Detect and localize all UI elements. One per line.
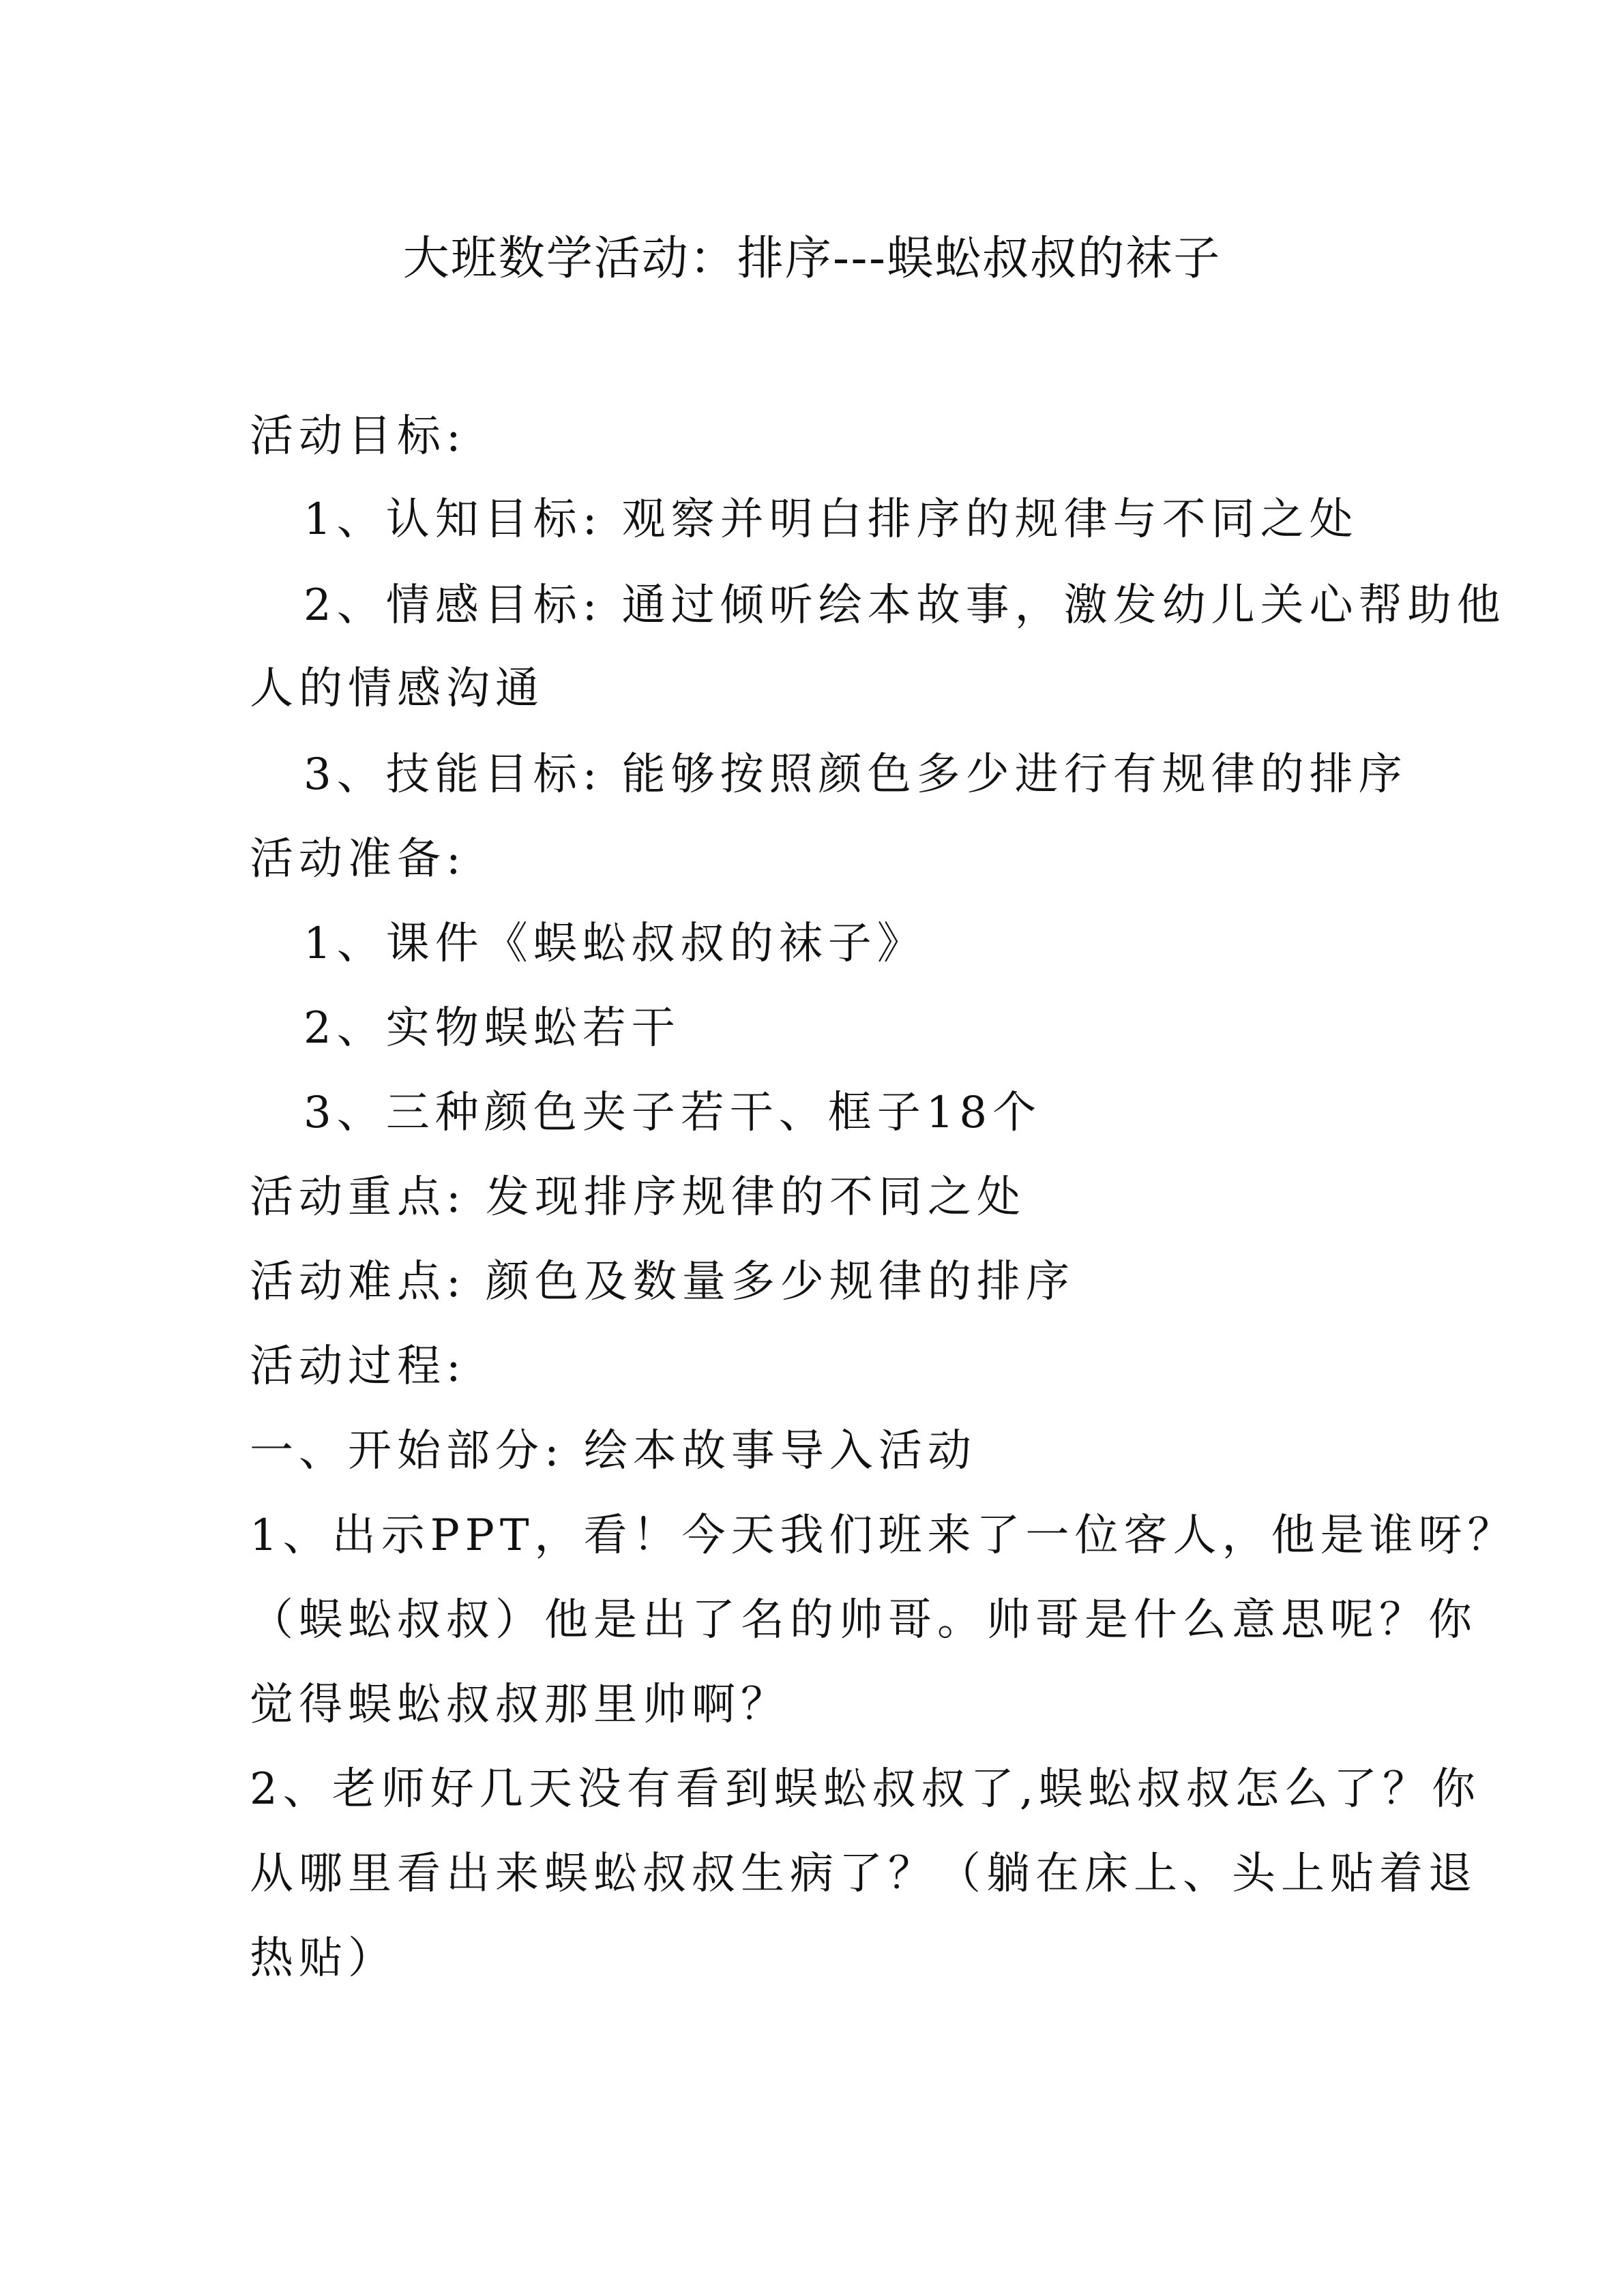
activity-focus: 活动重点: 发现排序规律的不同之处 — [250, 1172, 1026, 1223]
section-heading-goals: 活动目标: — [250, 411, 467, 462]
process-step-2-cont: 热贴） — [250, 1933, 397, 1984]
goal-item-skill: 3、技能目标: 能够按照颜色多少进行有规律的排序 — [304, 749, 1408, 800]
document-title: 大班数学活动：排序---蜈蚣叔叔的袜子 — [402, 232, 1222, 286]
goal-item-emotional-cont: 人的情感沟通 — [250, 664, 544, 714]
section-heading-preparation: 活动准备: — [250, 834, 467, 884]
process-step-1: 1、出示PPT，看！今天我们班来了一位客人，他是谁呀？ — [250, 1510, 1517, 1561]
process-step-2: 2、老师好几天没有看到蜈蚣叔叔了,蜈蚣叔叔怎么了？你 — [250, 1764, 1481, 1815]
section-heading-process: 活动过程: — [250, 1341, 467, 1392]
process-step-2-cont: 从哪里看出来蜈蚣叔叔生病了？（躺在床上、头上贴着退 — [250, 1849, 1477, 1899]
process-step-1-cont: （蜈蚣叔叔）他是出了名的帅哥。帅哥是什么意思呢？你 — [250, 1595, 1477, 1645]
activity-difficulty: 活动难点: 颜色及数量多少规律的排序 — [250, 1257, 1075, 1307]
process-part-one: 一、开始部分: 绘本故事导入活动 — [250, 1426, 977, 1476]
prep-item-clips: 3、三种颜色夹子若干、框子18个 — [304, 1088, 1042, 1138]
prep-item-courseware: 1、课件《蜈蚣叔叔的袜子》 — [304, 919, 926, 969]
process-step-1-cont: 觉得蜈蚣叔叔那里帅啊？ — [250, 1680, 790, 1730]
goal-item-cognitive: 1、认知目标: 观察并明白排序的规律与不同之处 — [304, 494, 1359, 545]
goal-item-emotional: 2、情感目标: 通过倾听绘本故事，激发幼儿关心帮助他 — [304, 580, 1506, 631]
prep-item-centipedes: 2、实物蜈蚣若干 — [304, 1003, 681, 1054]
